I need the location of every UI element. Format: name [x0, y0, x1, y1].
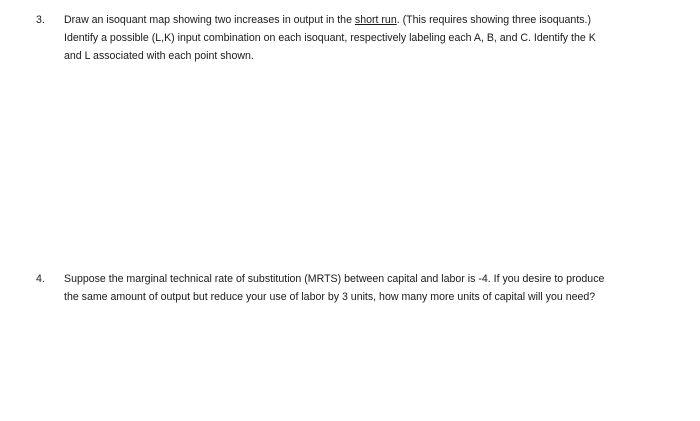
text-segment: Draw an isoquant map showing two increases in output in the [64, 14, 355, 26]
question-line [64, 11, 684, 29]
question-line: and L associated with each point shown. [64, 50, 254, 62]
text-segment: . (This requires showing three isoquants.) [396, 14, 592, 26]
question-4 [36, 270, 684, 306]
question-line: Identify a possible (L,K) input combination on each isoquant, respectively labeling each A, B, and C. Identify the K [64, 32, 596, 44]
question-line: the same amount of output but reduce your use of labor by 3 units, how many more units of capital will you need? [64, 291, 596, 303]
question-number: 3. [36, 14, 45, 26]
question-text [64, 11, 684, 65]
question-number: 4. [36, 273, 45, 285]
question-line: Suppose the marginal technical rate of substitution (MRTS) between capital and labor is -4. If you desire to produce [64, 273, 605, 285]
question-3 [36, 11, 684, 65]
underlined-term: short run [354, 14, 397, 26]
question-text [64, 270, 684, 306]
